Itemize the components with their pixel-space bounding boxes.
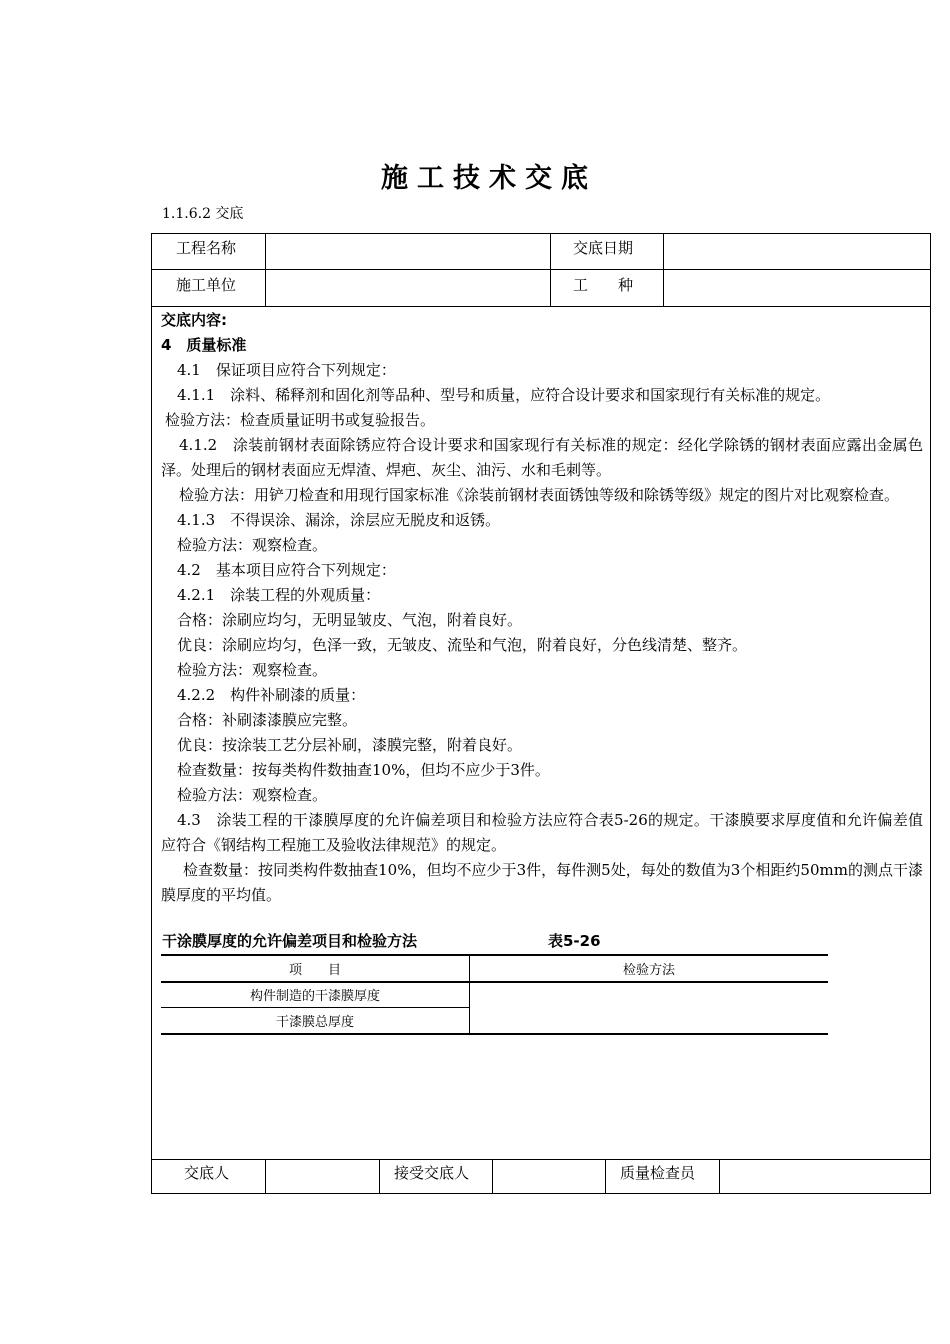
receiver-label: 接受交底人 (394, 1164, 470, 1182)
content-line: 合格：涂刷应均匀，无明显皱皮、气泡，附着良好。 (177, 611, 523, 629)
content-line: 4.2.2 构件补刷漆的质量： (177, 686, 366, 704)
footer-col-divider-4 (605, 1159, 606, 1194)
content-line: 4.2.1 涂装工程的外观质量： (177, 586, 381, 604)
content-line: 检查数量：按每类构件数抽查10%，但均不应少于3件。 (177, 761, 550, 779)
section-number: 1.1.6.2 交底 (162, 206, 244, 222)
table-header-rule (161, 981, 828, 983)
content-line: 检验方法：观察检查。 (177, 536, 328, 554)
content-heading: 交底内容: (161, 311, 227, 329)
content-line: 合格：补刷漆漆膜应完整。 (177, 711, 358, 729)
footer-col-divider-2 (379, 1159, 380, 1194)
content-line: 检验方法：观察检查。 (177, 661, 328, 679)
inspector-field[interactable] (720, 1160, 929, 1194)
tolerance-table (161, 954, 828, 1036)
handover-person-label: 交底人 (184, 1164, 230, 1182)
content-line: 4.3 涂装工程的干漆膜厚度的允许偏差项目和检验方法应符合表5-26的规定。干漆膜要求厚度值和允许偏差值应符合《钢结构工程施工及验收法律规范》的规定。 (161, 811, 923, 854)
content-line: 检验方法：用铲刀检查和用现行国家标准《涂装前钢材表面锈蚀等级和除锈等级》规定的图片对比观察检查。 (179, 486, 900, 504)
content-line: 检查数量：按同类构件数抽查10%，但均不应少于3件，每件测5处，每处的数值为3个相距约50mm的测点干漆膜厚度的平均值。 (161, 861, 923, 904)
receiver-field[interactable] (493, 1160, 604, 1194)
header-col-divider-1 (265, 234, 266, 306)
project-name-field[interactable] (276, 234, 548, 269)
content-line: 检验方法：观察检查。 (177, 786, 328, 804)
section-title: 4 质量标准 (161, 336, 247, 354)
inspector-label: 质量检查员 (620, 1164, 696, 1182)
table-header-item: 项 目 (288, 963, 341, 978)
content-line: 优良：涂刷应均匀，色泽一致，无皱皮、流坠和气泡，附着良好，分色线清楚、整齐。 (177, 636, 748, 654)
trade-label: 工 种 (573, 276, 634, 294)
content-line: 4.2 基本项目应符合下列规定： (177, 561, 396, 579)
table-number: 表5-26 (548, 932, 601, 950)
handover-content (161, 308, 923, 908)
header-col-divider-2 (550, 234, 551, 306)
table-row: 构件制造的干漆膜厚度 (249, 989, 380, 1004)
handover-person-field[interactable] (266, 1160, 378, 1194)
handover-date-field[interactable] (672, 234, 928, 269)
table-top-rule (161, 954, 828, 956)
content-line: 4.1.2 涂装前钢材表面除锈应符合设计要求和国家现行有关标准的规定：经化学除锈的钢材表面应露出金属色泽。处理后的钢材表面应无焊渣、焊疤、灰尘、油污、水和毛刺等。 (161, 436, 923, 479)
header-bottom-divider (152, 306, 930, 307)
table-header-method: 检验方法 (622, 963, 675, 978)
content-line: 4.1.3 不得误涂、漏涂，涂层应无脱皮和返锈。 (177, 511, 501, 529)
content-line: 优良：按涂装工艺分层补刷，漆膜完整，附着良好。 (177, 736, 523, 754)
table-row: 干漆膜总厚度 (275, 1015, 354, 1030)
table-bottom-rule (161, 1033, 828, 1035)
construction-unit-field[interactable] (276, 270, 548, 305)
handover-form (151, 233, 931, 1194)
table-caption (162, 930, 601, 951)
table-row-rule (161, 1007, 469, 1008)
header-col-divider-3 (663, 234, 664, 306)
project-name-label: 工程名称 (176, 239, 237, 257)
handover-date-label: 交底日期 (573, 239, 634, 257)
content-line: 检验方法：检查质量证明书或复验报告。 (165, 411, 436, 429)
table-caption-title: 干涂膜厚度的允许偏差项目和检验方法 (162, 932, 418, 950)
content-line: 4.1.1 涂料、稀释剂和固化剂等品种、型号和质量，应符合设计要求和国家现行有关标准的规定。 (177, 386, 831, 404)
trade-field[interactable] (672, 270, 928, 305)
construction-unit-label: 施工单位 (176, 276, 237, 294)
content-line: 4.1 保证项目应符合下列规定： (177, 361, 396, 379)
document-title: 施工技术交底 (381, 163, 597, 194)
